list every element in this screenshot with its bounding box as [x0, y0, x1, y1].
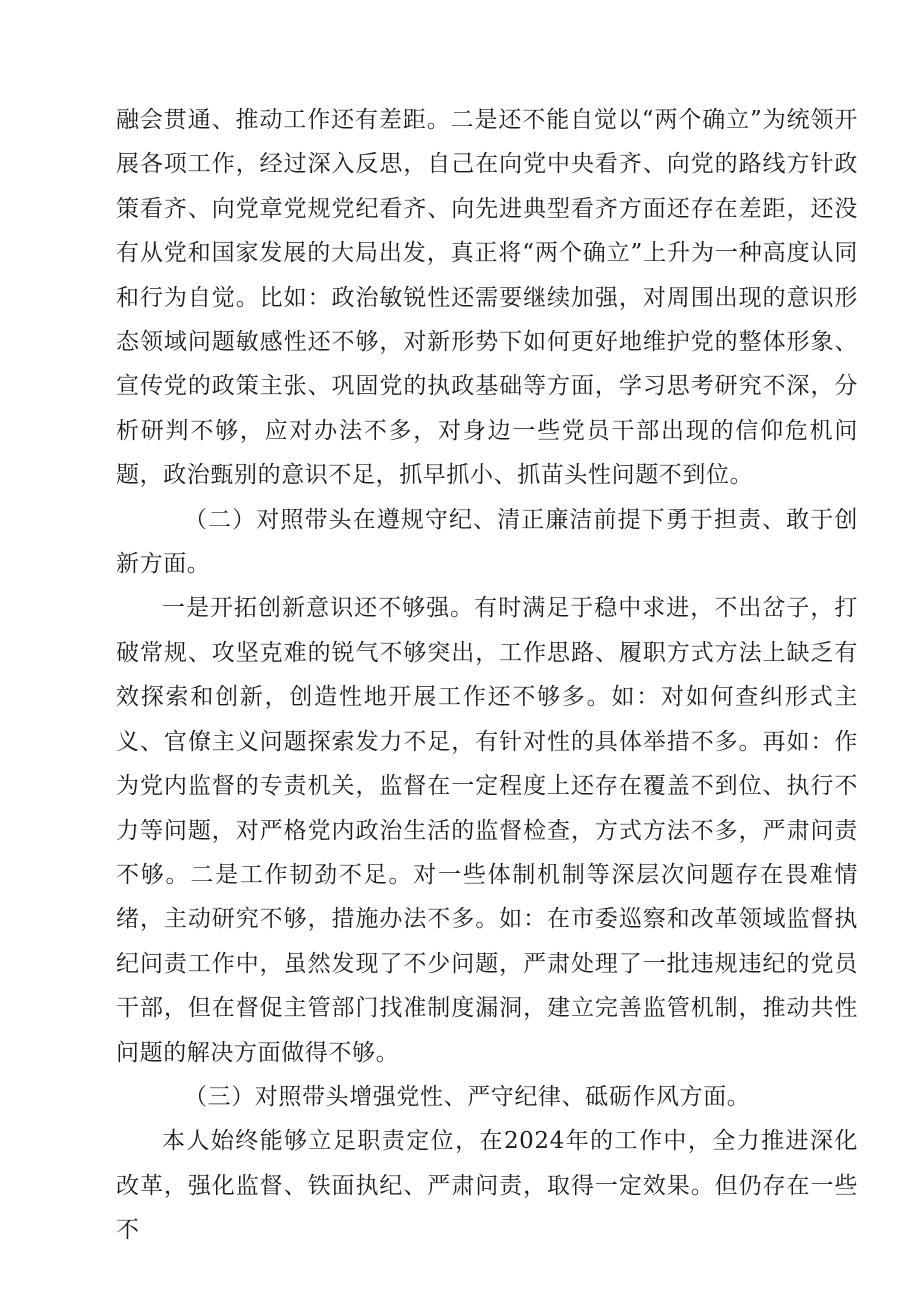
section-heading-3: （三）对照带头增强党性、严守纪律、砥砺作风方面。 [184, 1083, 751, 1110]
paragraph-innovation: 一是开拓创新意识还不够强。有时满足于稳中求进，不出岔子，打破常规、攻坚克难的锐气不够突出，工作思路、履职方式方法上缺乏有效探索和创新，创造性地开展工作还不够多。如：对如何查纠形式主义、官僚主义问题探索发力不足，有针对性的具体举措不多。再如：作为党内监督的专责机关，监督在一定程度上还存在覆盖不到位、执行不力等问题，对严格党内政治生活的监督检查，方式方法不多，严肃问责不够。二是工作韧劲不足。对一些体制机制等深层次问题存在畏难情绪，主动研究不够，措施办法不多。如：在市委巡察和改革领域监督执纪问责工作中，虽然发现了不少问题，严肃处理了一批违规违纪的党员干部，但在督促主管部门找准制度漏洞，建立完善监管机制，推动共性问题的解决方面做得不够。 [116, 595, 858, 1066]
paragraph-continuation: 融会贯通、推动工作还有差距。二是还不能自觉以“两个确立”为统领开展各项工作，经过深入反思，自己在向党中央看齐、向党的路线方针政策看齐、向党章党规党纪看齐、向先进典型看齐方面还存在差距，还没有从党和国家发展的大局出发，真正将“两个确立”上升为一种高度认同和行为自觉。比如：政治敏锐性还需要继续加强，对周围出现的意识形态领域问题敏感性还不够，对新形势下如何更好地维护党的整体形象、宣传党的政策主张、巩固党的执政基础等方面，学习思考研究不深，分析研判不够，应对办法不多，对身边一些党员干部出现的信仰危机问题，政治甄别的意识不足，抓早抓小、抓苗头性问题不到位。 [116, 107, 858, 489]
document-body [116, 98, 858, 1253]
paragraph-discipline: 本人始终能够立足职责定位，在2024年的工作中，全力推进深化改革，强化监督、铁面执纪、严肃问责，取得一定效果。但仍存在一些不 [116, 1128, 858, 1244]
section-heading-2: （二）对照带头在遵规守纪、清正廉洁前提下勇于担责、敢于创新方面。 [116, 506, 858, 578]
